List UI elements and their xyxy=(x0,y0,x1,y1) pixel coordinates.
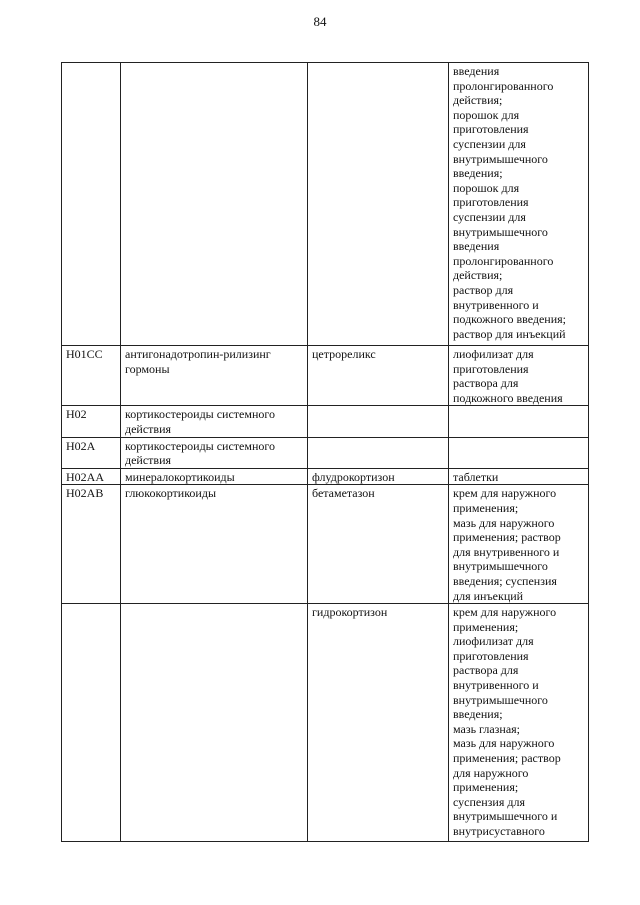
group-name-cell xyxy=(121,406,308,437)
dosage-form-cell-line: внутримышечного xyxy=(453,692,548,707)
dosage-form-cell-line: действия; xyxy=(453,93,503,108)
dosage-form-cell xyxy=(449,437,589,468)
atc-code-cell: H01CC xyxy=(62,346,121,406)
group-name-cell-line: антигонадотропин-рилизинг xyxy=(125,347,271,361)
dosage-form-cell-line: введения xyxy=(453,239,500,254)
table-row xyxy=(62,437,589,468)
dosage-form-cell-line: внутривенного и xyxy=(453,297,539,312)
dosage-form-cell-line: раствора для xyxy=(453,663,519,678)
dosage-form-cell-line: введения; суспензия xyxy=(453,573,557,588)
drug-name-cell: цетрореликс xyxy=(308,346,449,406)
dosage-form-cell-line: внутримышечного xyxy=(453,224,548,239)
dosage-form-cell-line: крем для наружного xyxy=(453,486,557,501)
atc-code-cell: H02AA xyxy=(62,468,121,485)
dosage-form-cell xyxy=(449,346,589,406)
table-row xyxy=(62,406,589,437)
group-name-cell-line: кортикостероиды системного xyxy=(125,407,276,422)
group-name-cell-line: глюкокортикоиды xyxy=(125,486,217,501)
dosage-form-cell-line: подкожного введения; xyxy=(453,312,566,327)
page-number: 84 xyxy=(313,14,327,29)
group-name-cell xyxy=(121,604,308,842)
dosage-form-cell-line: применения; раствор xyxy=(453,530,561,545)
group-name-cell-line: действия xyxy=(125,453,172,468)
dosage-form-cell-line: внутримышечного и xyxy=(453,809,558,824)
dosage-form-cell-line: лиофилизат для xyxy=(453,634,534,649)
table-row xyxy=(62,604,589,842)
dosage-form-cell-line: приготовления xyxy=(453,122,529,137)
dosage-form-cell-line: для внутривенного и xyxy=(453,544,560,559)
dosage-form-cell-line: приготовления xyxy=(453,648,529,663)
dosage-form-cell-line: введения xyxy=(453,64,500,78)
group-name-cell-line: действия xyxy=(125,421,172,436)
group-name-cell-line: гормоны xyxy=(125,361,170,376)
dosage-form-cell xyxy=(449,604,589,842)
dosage-form-cell-line: применения; раствор xyxy=(453,751,561,766)
dosage-form-cell xyxy=(449,468,589,485)
dosage-form-cell-line: внутрисуставного xyxy=(453,824,545,838)
dosage-form-cell-line: суспензия для xyxy=(453,794,525,809)
dosage-form-cell xyxy=(449,406,589,437)
group-name-cell xyxy=(121,437,308,468)
dosage-form-cell-line: внутримышечного xyxy=(453,559,548,574)
dosage-form-cell-line: раствора для xyxy=(453,376,519,391)
drug-name-cell: гидрокортизон xyxy=(308,604,449,842)
dosage-form-cell-line: приготовления xyxy=(453,195,529,210)
dosage-form-cell-line: порошок для xyxy=(453,180,520,195)
table-row xyxy=(62,63,589,346)
dosage-form-cell-line: мазь глазная; xyxy=(453,721,521,736)
dosage-form-cell-line: крем для наружного xyxy=(453,605,557,620)
dosage-form-cell-line: введения; xyxy=(453,166,503,181)
dosage-form-cell-line: применения; xyxy=(453,619,519,634)
dosage-form-cell-line: применения; xyxy=(453,500,519,515)
group-name-cell xyxy=(121,468,308,485)
dosage-form-cell-line: суспензии для xyxy=(453,209,526,224)
dosage-form-cell-line: приготовления xyxy=(453,361,529,376)
atc-code-cell xyxy=(62,604,121,842)
dosage-form-cell-line: для наружного xyxy=(453,765,529,780)
dosage-form-cell-line: раствор для xyxy=(453,282,514,297)
atc-code-cell: H02A xyxy=(62,437,121,468)
drug-name-cell xyxy=(308,63,449,346)
drug-table xyxy=(61,62,589,842)
dosage-form-cell-line: внутримышечного xyxy=(453,151,548,166)
table-row xyxy=(62,485,589,604)
atc-code-cell: H02 xyxy=(62,406,121,437)
dosage-form-cell-line: раствор для инъекций xyxy=(453,326,566,341)
dosage-form-cell-line: пролонгированного xyxy=(453,78,554,93)
drug-name-cell xyxy=(308,406,449,437)
dosage-form-cell-line: таблетки xyxy=(453,469,499,484)
group-name-cell xyxy=(121,63,308,346)
dosage-form-cell-line: введения; xyxy=(453,707,503,722)
dosage-form-cell xyxy=(449,63,589,346)
dosage-form-cell-line: порошок для xyxy=(453,107,520,122)
drug-name-cell: флудрокортизон xyxy=(308,468,449,485)
drug-name-cell xyxy=(308,437,449,468)
dosage-form-cell-line: применения; xyxy=(453,780,519,795)
group-name-cell xyxy=(121,346,308,406)
table-row xyxy=(62,346,589,406)
dosage-form-cell-line: внутривенного и xyxy=(453,678,539,693)
atc-code-cell: H02AB xyxy=(62,485,121,604)
dosage-form-cell-line: лиофилизат для xyxy=(453,347,534,361)
dosage-form-cell-line: мазь для наружного xyxy=(453,515,555,530)
dosage-form-cell-line: подкожного введения xyxy=(453,390,563,405)
table-row xyxy=(62,468,589,485)
group-name-cell xyxy=(121,485,308,604)
dosage-form-cell-line: действия; xyxy=(453,268,503,283)
dosage-form-cell-line: пролонгированного xyxy=(453,253,554,268)
atc-code-cell xyxy=(62,63,121,346)
drug-name-cell: бетаметазон xyxy=(308,485,449,604)
dosage-form-cell xyxy=(449,485,589,604)
dosage-form-cell-line: суспензии для xyxy=(453,136,526,151)
group-name-cell-line: кортикостероиды системного xyxy=(125,438,276,453)
dosage-form-cell-line: мазь для наружного xyxy=(453,736,555,751)
dosage-form-cell-line: для инъекций xyxy=(453,588,524,603)
group-name-cell-line: минералокортикоиды xyxy=(125,469,235,484)
